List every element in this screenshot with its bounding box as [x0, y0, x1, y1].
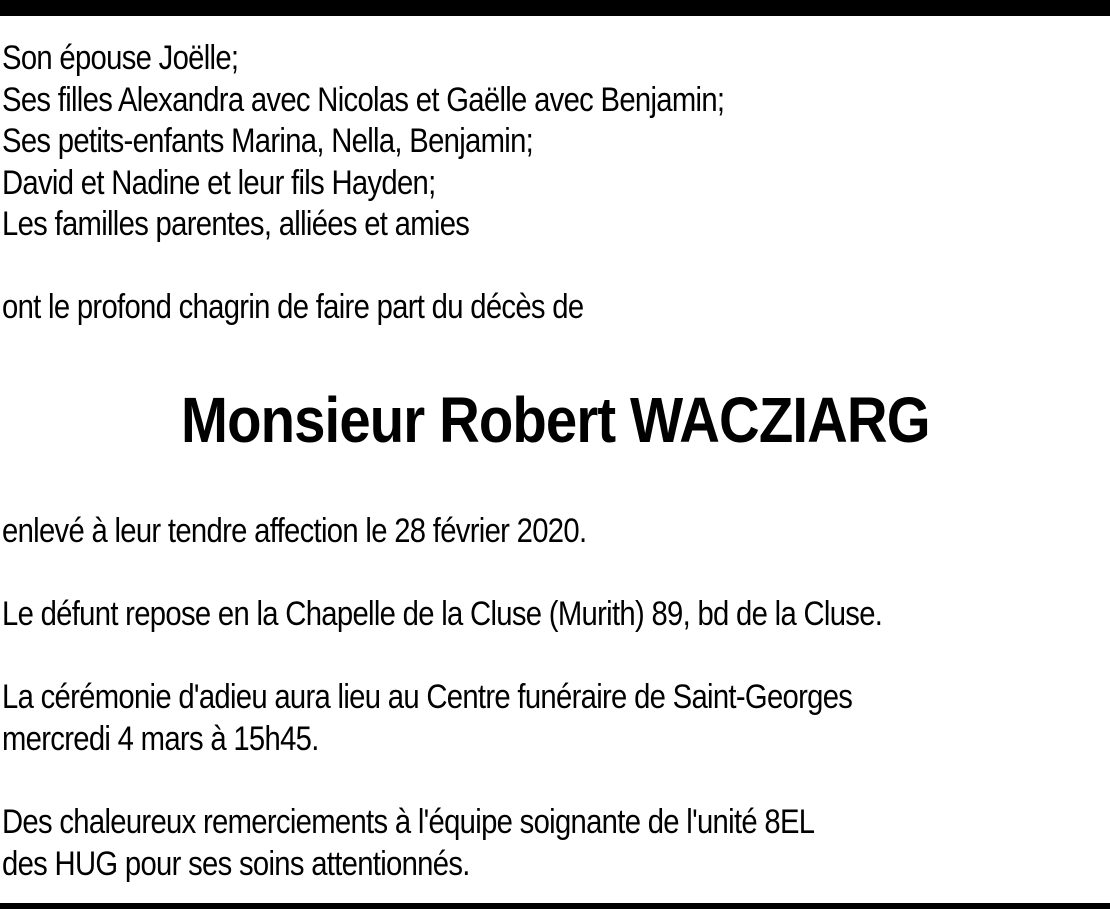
death-notice — [2, 511, 1102, 553]
deceased-name-heading — [0, 382, 1110, 458]
ceremony-notice — [2, 677, 1102, 760]
thanks-notice — [2, 802, 1102, 885]
thanks-line-2: des HUG pour ses soins attentionnés. — [2, 844, 470, 883]
ceremony-line-1: La cérémonie d'adieu aura lieu au Centre funéraire de Saint-Georges — [2, 678, 853, 716]
thanks-line-1: Des chaleureux remerciements à l'équipe soignante de l'unité 8EL — [2, 803, 815, 841]
family-line-grandchildren: Ses petits-enfants Marina, Nella, Benjamin; — [2, 122, 534, 160]
bottom-border-rule — [0, 903, 1110, 909]
family-line-relatives: Les familles parentes, alliées et amies — [2, 205, 470, 243]
family-line-spouse: Son épouse Joëlle; — [2, 39, 239, 77]
rest-place-line: Le défunt repose en la Chapelle de la Cluse (Murith) 89, bd de la Cluse. — [2, 595, 883, 633]
announcement-text: ont le profond chagrin de faire part du décès de — [2, 288, 584, 326]
family-line-david-nadine: David et Nadine et leur fils Hayden; — [2, 163, 436, 202]
family-line-daughters: Ses filles Alexandra avec Nicolas et Gaëlle avec Benjamin; — [2, 80, 725, 119]
family-list — [2, 38, 1102, 329]
deceased-name-text: Monsieur Robert WACZIARG — [180, 384, 930, 456]
death-date-line: enlevé à leur tendre affection le 28 février 2020. — [2, 512, 587, 550]
ceremony-line-2: mercredi 4 mars à 15h45. — [2, 719, 319, 758]
top-border-rule — [0, 0, 1110, 16]
rest-notice — [2, 594, 1102, 636]
